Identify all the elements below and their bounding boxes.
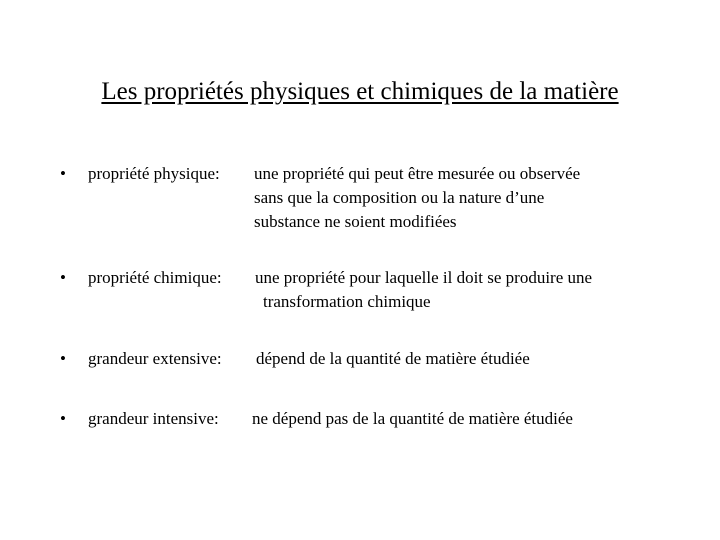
definition-line: sans que la composition ou la nature d’une [254,188,545,207]
bullet-icon: • [60,349,66,368]
definition-line: dépend de la quantité de matière étudiée [256,349,530,368]
term-label: propriété physique: [88,164,220,183]
definition-line: une propriété qui peut être mesurée ou observée [254,164,581,183]
bullet-icon: • [60,164,66,183]
term-label: grandeur intensive: [88,409,219,428]
slide-title: Les propriétés physiques et chimiques de la matière [101,78,619,105]
definition-line: substance ne soient modifiées [254,212,457,231]
definition-text [254,162,580,234]
term-label: propriété chimique: [88,268,222,287]
bullet-icon: • [60,268,66,287]
definition-line: transformation chimique [263,292,431,311]
term-label: grandeur extensive: [88,349,222,368]
bullet-icon: • [60,409,66,428]
definition-line: ne dépend pas de la quantité de matière étudiée [252,409,573,428]
definition-text [252,407,573,431]
definition-line: une propriété pour laquelle il doit se produire une [255,268,593,287]
definition-text [256,347,530,371]
definition-text [255,266,592,314]
